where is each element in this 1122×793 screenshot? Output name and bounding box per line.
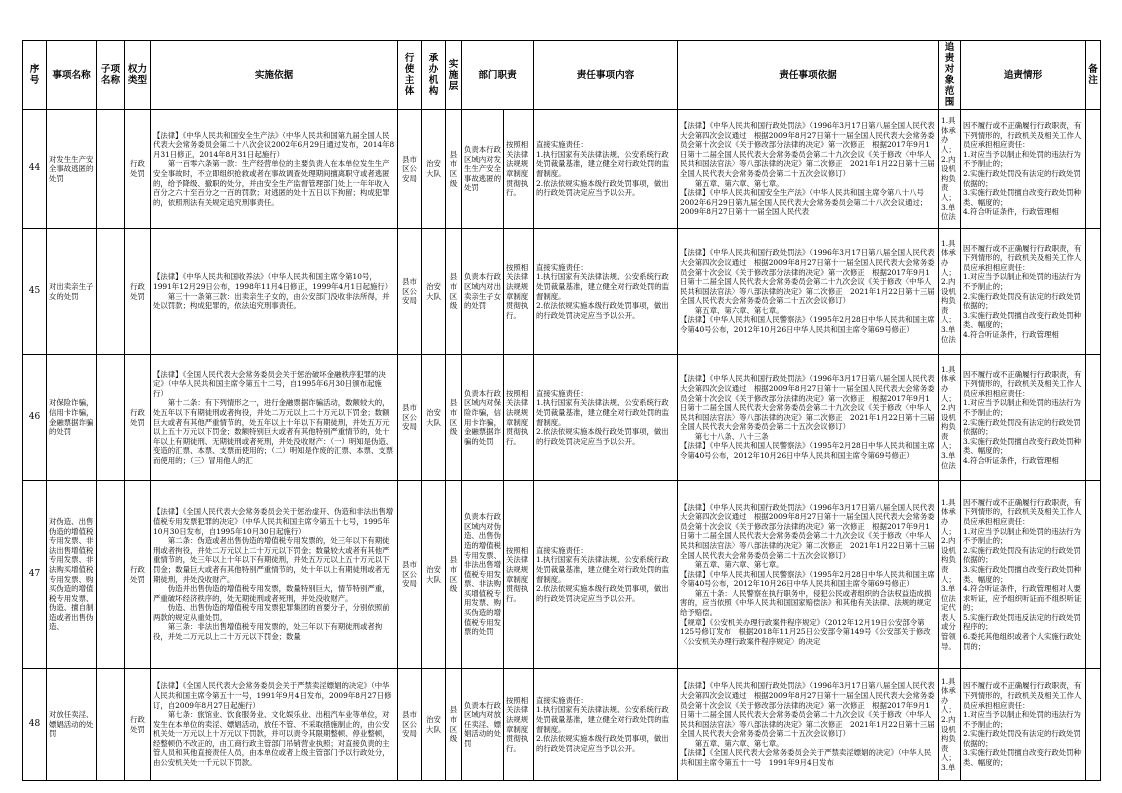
row-item-name: 对放任卖淫、嫖娼活动的处罚: [47, 669, 97, 781]
row-basis: 【法律】《中华人民共和国安全生产法》（中华人民共和国第九届全国人民代表大会常务委员会第二十八次会议2002年6月29日通过发布，2014年8月31日修正，2014年8月31日起施行） 第一百零六条第一款：生产经营单位的主要负责人在本单位发生生产安全事故时，不立即组织抢救或者在事故调查处理期间擅离职守或者逃匿的，给予降级、撤职的处分，并由安全生产监督管理部门处上一年年收入百分之六十至百分之一百的罚款；对逃匿的处十五日以下拘留；构成犯罪的，依照刑法有关规定追究刑事责任。: [153, 130, 395, 207]
header-level: 实施层: [446, 41, 462, 110]
row-basis: 【法律】《全国人民代表大会常务委员会关于严禁卖淫嫖娼的决定》（中华人民共和国主席令第五十一号，1991年9月4日发布，2009年8月27日修订，自2009年8月27日起施行） 第七条：旅馆业、饮食服务业、文化娱乐业、出租汽车业等单位，对发生在本单位的卖淫、嫖娼活动，放任不管、不采取措施制止的，由公安机关处一万元以上十万元以下罚款，并可以责令其限期整顿、停业整顿，经整顿仍不改正的，由工商行政主管部门吊销营业执照；对直接负责的主管人员和其他直接责任人员，由本单位或者上级主管部门予以行政处分，由公安机关处一千元以下罚款。: [153, 681, 392, 768]
row-resp-content: 直接实施责任： 1.执行国家有关法律法规、公安系统行政处罚裁量基准，建立健全对行政处罚的监督制度。 2.依法依规实施本级行政处罚事项，做出的行政处罚决定应当予以公开。: [536, 695, 670, 753]
row-account-cases: 因不履行或不正确履行行政职责，有下列情形的，行政机关及相关工作人员应承担相应责任： 1.对应当予以制止和处罚的违法行为不予制止的； 2.实施行政处罚没有法定的行政处罚依据的； 3.实施行政处罚擅自改变行政处罚种类、幅度的； 4.符合听证条件，行政管理相对人要求听证，应予组织听证而不组织听证的； 5.实施行政处罚违反法定的行政处罚程序的； 6.委托其他组织或者个人实施行政处罚的；: [963, 497, 1082, 651]
row-subject: 县市区公安局: [398, 229, 422, 355]
row-duty-execute: 按照相关法律法规规章制度贯彻执行。: [504, 229, 534, 355]
row-power-type: 行政处罚: [125, 229, 151, 355]
header-basis: 实施依据: [151, 41, 398, 110]
table-header-row: [23, 41, 1101, 110]
row-subject: 县市区公安局: [398, 355, 422, 481]
row-remark: [1086, 481, 1101, 669]
header-undertaker: 承办机构: [422, 41, 446, 110]
table-row: [23, 669, 1101, 781]
row-seq: 48: [23, 669, 47, 781]
table-row: [23, 110, 1101, 229]
header-item-name: 事项名称: [47, 41, 97, 110]
row-subject: 县市区公安局: [398, 481, 422, 669]
row-account-scope: 1.具体承办人； 2.内设机构负责人； 3.单位法: [941, 364, 956, 470]
row-level: 县市区级: [446, 110, 462, 229]
row-duty: 负责本行政区域内对出卖亲生子女的处罚: [462, 229, 504, 355]
row-basis: 【法律】《中华人民共和国收养法》（中华人民共和国主席令第10号，1991年12月29日公布，1998年11月4日修正，1999年4月1日起施行） 第三十一条第三款：出卖亲生子女的，由公安部门没收非法所得，并处以罚款；构成犯罪的，依法追究刑事责任。: [153, 272, 393, 311]
table-row: [23, 229, 1101, 355]
row-resp-basis: 【法律】《中华人民共和国行政处罚法》（1996年3月17日第八届全国人民代表大会第四次会议通过 根据2009年8月27日第十一届全国人民代表大会常务委员会第十次会议《关于修改部分法律的决定》第一次修正 根据2017年9月1日第十二届全国人民代表大会常务委员会第二十九次会议《关于修改〈中华人民共和国法官法〉等八部法律的决定》第二次修正 2021年1月22日第十三届全国人民代表大会常务委员会第二十五次会议修订） 第五章、第六章、第七章。 【法律】《中华人民共和国安全生产法》（中华人民共和国主席令第八十八号 2002年6月29日第九届全国人民代表大会常务委员会第二十八次会议通过；2009年8月27日第十一届全国人民代表: [680, 121, 935, 217]
row-account-scope: 1.具体承办人； 2.内设机构负责人； 3.单: [941, 676, 956, 772]
row-seq: 45: [23, 229, 47, 355]
row-account-scope: 1.具体承办人； 2.内设机构负责人； 3.单位法: [941, 116, 956, 222]
row-sub-item: [97, 355, 125, 481]
row-level: 县市区级: [446, 355, 462, 481]
row-item-name: 对伪造、出售伪造的增值税专用发票、非法出售增值税专用发票、非法购买增值税专用发票、购买伪造的增值税专用发票、伪造、擅自制造或者出售伪造、: [49, 516, 94, 632]
row-subject: 县市区公安局: [398, 669, 422, 781]
row-account-cases: 因不履行或不正确履行行政职责，有下列情形的，行政机关及相关工作人员应承担相应责任： 1.对应当予以制止和处罚的违法行为不予制止的； 2.实施行政处罚没有法定的行政处罚依据的； 3.实施行政处罚擅自改变行政处罚种类、幅度的；: [963, 681, 1082, 768]
row-resp-basis: 【法律】《中华人民共和国行政处罚法》（1996年3月17日第八届全国人民代表大会第四次会议通过 根据2009年8月27日第十一届全国人民代表大会常务委员会第十次会议《关于修改部分法律的决定》第一次修正 根据2017年9月1日第十二届全国人民代表大会常务委员会第二十九次会议《关于修改〈中华人民共和国法官法〉等八部法律的决定》第二次修正 2021年1月22日第十三届全国人民代表大会常务委员会第二十五次会议修订） 第五章、第六章、第七章。 【法律】《中华人民共和国人民警察法》（1995年2月28日中华人民共和国主席令第40号公布，2012年10月26日中华人民共和国主席令第69号修正）: [680, 248, 935, 335]
row-undertaker: 治安大队: [422, 481, 446, 669]
row-seq: 46: [23, 355, 47, 481]
row-level: 县市区级: [446, 229, 462, 355]
row-account-cases: 因不履行或不正确履行行政职责，有下列情形的，行政机关及相关工作人员应承担相应责任： 1.对应当予以制止和处罚的违法行为不予制止的； 2.实施行政处罚没有法定的行政处罚依据的； 3.实施行政处罚擅自改变行政处罚种类、幅度的； 4.符合听证条件，行政管理相: [963, 243, 1082, 339]
header-account-scope: 追责对象范围: [939, 41, 961, 110]
row-basis: 【法律】《全国人民代表大会常务委员会关于惩治虚开、伪造和非法出售增值税专用发票犯罪的决定》（中华人民共和国主席令第五十七号，1995年10月30日发布，自1995年10月30日起施行） 第二条：伪造或者出售伪造的增值税专用发票的，处三年以下有期徒刑或者拘役，并处二万元以上二十万元以下罚金；数量较大或者有其他严重情节的，处三年以上十年以下有期徒刑，并处五万元以上五十万元以下罚金；数量巨大或者有其他特别严重情节的，处十年以上有期徒刑或者无期徒刑，并处没收财产。 伪造并出售伪造的增值税专用发票，数量特别巨大，情节特别严重，严重破坏经济秩序的，处无期徒刑或者死刑，并处没收财产。 伪造、出售伪造的增值税专用发票犯罪集团的首要分子，分别依照前两款的规定从重处罚。 第三条：非法出售增值税专用发票的，处三年以下有期徒刑或者拘役，并处二万元以上二十万元以下罚金；数量: [153, 507, 394, 642]
table-row: [23, 355, 1101, 481]
row-power-type: 行政处罚: [125, 669, 151, 781]
row-resp-basis: 【法律】《中华人民共和国行政处罚法》（1996年3月17日第八届全国人民代表大会第四次会议通过 根据2009年8月27日第十一届全国人民代表大会常务委员会第十次会议《关于修改部分法律的决定》第一次修正 根据2017年9月1日第十二届全国人民代表大会常务委员会第二十九次会议《关于修改〈中华人民共和国法官法〉等八部法律的决定》第二次修正 2021年1月22日第十三届全国人民代表大会常务委员会第二十五次会议修订） 第五章、第六章、第七章。 【法律】《中华人民共和国人民警察法》（1995年2月28日中华人民共和国主席令第40号公布，2012年10月26日中华人民共和国主席令第69号修正） 第五十条：人民警察在执行职务中，侵犯公民或者组织的合法权益造成损害的，应当依照《中华人民共和国国家赔偿法》和其他有关法律、法规的规定给予赔偿。 【规章】《公安机关办理行政案件程序规定》（2012年12月19日公安部令第125号修订发布 根据2018年11月25日公安部令第149号《公安部关于修改〈公安机关办理行政案件程序规定〉的决定: [680, 502, 935, 646]
header-resp-basis: 责任事项依据: [678, 41, 939, 110]
row-undertaker: 治安大队: [422, 110, 446, 229]
row-resp-content: 直接实施责任： 1.执行国家有关法律法规、公安系统行政处罚裁量基准，建立健全对行政处罚的监督制度。 2.依法依规实施本级行政处罚事项，做出的行政处罚决定应当予以公开。: [536, 140, 670, 198]
row-undertaker: 治安大队: [422, 355, 446, 481]
row-remark: [1086, 355, 1101, 481]
header-account-cases: 追责情形: [961, 41, 1086, 110]
header-remark: 备注: [1086, 41, 1101, 110]
row-sub-item: [97, 669, 125, 781]
row-undertaker: 治安大队: [422, 229, 446, 355]
header-seq: 序号: [23, 41, 47, 110]
header-power-type: 权力类型: [125, 41, 151, 110]
row-seq: 47: [23, 481, 47, 669]
row-power-type: 行政处罚: [125, 110, 151, 229]
row-seq: 44: [23, 110, 47, 229]
row-duty: 负责本行政区域内对放任卖淫、嫖娼活动的处罚: [462, 669, 504, 781]
header-resp-content: 责任事项内容: [534, 41, 678, 110]
row-account-scope: 1.具体承办人； 2.内设机构负责人； 3.单位法定代表人或分管领导。: [941, 497, 956, 651]
row-resp-content: 直接实施责任： 1.执行国家有关法律法规、公安系统行政处罚裁量基准，建立健全对行政处罚的监督制度。 2.依法依规实施本级行政处罚事项，做出的行政处罚决定应当予以公开。: [536, 388, 670, 446]
row-item-name: 对出卖亲生子女的处罚: [47, 229, 97, 355]
row-sub-item: [97, 229, 125, 355]
row-resp-content: 直接实施责任： 1.执行国家有关法律法规、公安系统行政处罚裁量基准，建立健全对行政处罚的监督制度。 2.依法依规实施本级行政处罚事项，做出的行政处罚决定应当予以公开。: [536, 545, 670, 603]
row-remark: [1086, 669, 1101, 781]
row-power-type: 行政处罚: [125, 355, 151, 481]
row-item-name: 对保险诈骗，信用卡诈骗，金融票据诈骗的处罚: [47, 355, 97, 481]
table-row: [23, 481, 1101, 669]
row-duty-execute: 按照相关法律法规规章制度贯彻执行。: [504, 355, 534, 481]
row-duty-execute: 按照相关法律法规规章制度贯彻执行。: [504, 481, 534, 669]
row-remark: [1086, 229, 1101, 355]
row-power-type: 行政处罚: [125, 481, 151, 669]
row-duty: 负责本行政区域内对发生生产安全事故逃匿的处罚: [462, 110, 504, 229]
row-resp-content: 直接实施责任： 1.执行国家有关法律法规、公安系统行政处罚裁量基准，建立健全对行政处罚的监督制度。 2.依法依规实施本级行政处罚事项，做出的行政处罚决定应当予以公开。: [536, 262, 670, 320]
row-duty-execute: 按照相关法律法规规章制度贯彻执行。: [504, 110, 534, 229]
row-level: 县市区级: [446, 481, 462, 669]
row-resp-basis: 【法律】《中华人民共和国行政处罚法》（1996年3月17日第八届全国人民代表大会第四次会议通过 根据2009年8月27日第十一届全国人民代表大会常务委员会第十次会议《关于修改部分法律的决定》第一次修正 根据2017年9月1日第十二届全国人民代表大会常务委员会第二十九次会议《关于修改〈中华人民共和国法官法〉等八部法律的决定》第二次修正 2021年1月22日第十三届全国人民代表大会常务委员会第二十五次会议修订） 第五章、第六章、第七章。 【法律】《全国人民代表大会常务委员会关于严禁卖淫嫖娼的决定》（中华人民共和国主席令第五十一号 1991年9月4日发布: [680, 681, 935, 768]
row-resp-basis: 【法律】《中华人民共和国行政处罚法》（1996年3月17日第八届全国人民代表大会第四次会议通过 根据2009年8月27日第十一届全国人民代表大会常务委员会第十次会议《关于修改部分法律的决定》第一次修正 根据2017年9月1日第十二届全国人民代表大会常务委员会第二十九次会议《关于修改〈中华人民共和国法官法〉等八部法律的决定》第二次修正 2021年1月22日第十三届全国人民代表大会常务委员会第二十五次会议修订） 第七十八条、八十三条 【法律】《中华人民共和国人民警察法》（1995年2月28日中华人民共和国主席令第40号公布，2012年10月26日中华人民共和国主席令第69号修正）: [680, 374, 935, 461]
power-list-table: [22, 40, 1101, 781]
row-account-cases: 因不履行或不正确履行行政职责，有下列情形的，行政机关及相关工作人员应承担相应责任： 1.对应当予以制止和处罚的违法行为不予制止的； 2.实施行政处罚没有法定的行政处罚依据的； 3.实施行政处罚擅自改变行政处罚种类、幅度的； 4.符合听证条件，行政管理相: [963, 121, 1082, 217]
header-duty: 部门职责: [462, 41, 534, 110]
row-sub-item: [97, 481, 125, 669]
row-undertaker: 治安大队: [422, 669, 446, 781]
row-level: 县市区级: [446, 669, 462, 781]
row-duty: 负责本行政区域内对保险诈骗，信用卡诈骗，金融票据诈骗的处罚: [462, 355, 504, 481]
row-subject: 县市区公安局: [398, 110, 422, 229]
row-account-scope: 1.具体承办人； 2.内设机构负责人； 3.单位法: [941, 238, 956, 344]
row-item-name: 对发生生产安全事故逃匿的处罚: [47, 110, 97, 229]
row-duty-execute: 按照相关法律法规规章制度贯彻执行。: [504, 669, 534, 781]
row-basis: 【法律】《全国人民代表大会常务委员会关于惩治破坏金融秩序犯罪的决定》（中华人民共和国主席令第五十二号，自1995年6月30日颁布起施行） 第十二条：有下列情形之一，进行金融票据诈骗活动，数额较大的，处五年以下有期徒刑或者拘役，并处二万元以上二十万元以下罚金；数额巨大或者有其他严重情节的，处五年以上十年以下有期徒刑，并处五万元以上五十万元以下罚金；数额特别巨大或者有其他特别严重情节的，处十年以上有期徒刑、无期徒刑或者死刑，并处没收财产：（一）明知是伪造、变造的汇票、本票、支票而使用的；（二）明知是作废的汇票、本票、支票而使用的；（三）冒用他人的汇: [153, 369, 394, 465]
row-account-cases: 因不履行或不正确履行行政职责，有下列情形的，行政机关及相关工作人员应承担相应责任： 1.对应当予以制止和处罚的违法行为不予制止的； 2.实施行政处罚没有法定的行政处罚依据的； 3.实施行政处罚擅自改变行政处罚种类、幅度的； 4.符合听证条件，行政管理相: [963, 369, 1082, 465]
row-remark: [1086, 110, 1101, 229]
row-sub-item: [97, 110, 125, 229]
header-sub-item: 子项名称: [97, 41, 125, 110]
row-duty: 负责本行政区域内对伪造、出售伪造的增值税专用发票、非法出售增值税专用发票、非法购买增值税专用发票、购买伪造的增值税专用发票的处罚: [464, 512, 501, 637]
header-subject: 行使主体: [398, 41, 422, 110]
